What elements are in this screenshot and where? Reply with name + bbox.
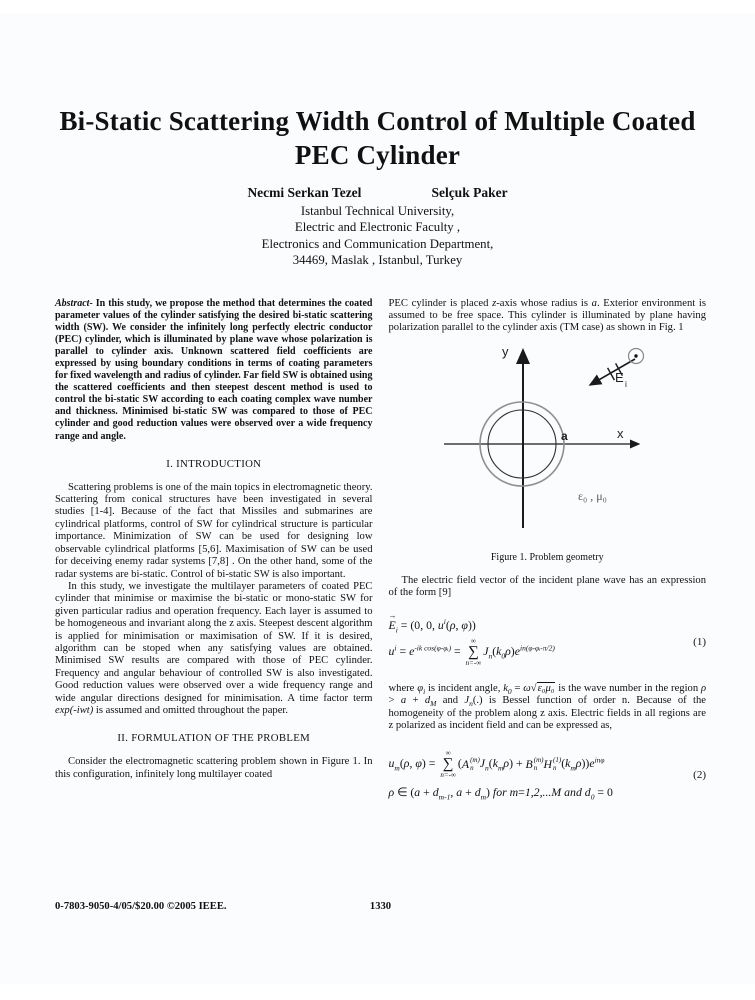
- author-2: Selçuk Paker: [431, 185, 508, 201]
- formulation-paragraph: Consider the electromagnetic scattering problem shown in Figure 1. In this configuration, infinitely long multilayer coated: [55, 756, 373, 780]
- equation-2: [389, 744, 707, 805]
- incident-field-subscript: i: [624, 378, 627, 389]
- incident-field-paragraph: The electric field vector of the incident plane wave has an expression of the form [9]: [388, 574, 706, 599]
- equation-1-line-1: $E \to_i = (0$, 0, $u^i(\rho$, φ)): [389, 618, 692, 632]
- affiliation-line: Electronics and Communication Department,: [261, 236, 494, 251]
- affiliation-line: 34469, Maslak , Istanbul, Turkey: [292, 253, 463, 268]
- intro-paragraph-1: Scattering problems is one of the main topics in electromagnetic theory. Scattering from conical structures have been investigated in several studies [1-4]. Because of the fact that Missiles and submarines are cylindrical platforms, control of SW for cylindrical structure is particular importance. Minimization of SW can be used for designing low observable cylindrical platforms [5,6]. Maximisation of SW can be used for deceiving enemy radar systems [7,8] . On the other hand, some of the radar systems are bi-static. Control of bi-static SW is also important.: [55, 481, 373, 580]
- page-sheet: [0, 14, 755, 984]
- x-axis-label: x: [616, 425, 623, 441]
- figure-1: [389, 342, 707, 540]
- equation-1-number: (1): [693, 636, 706, 649]
- paper-title: Bi-Static Scattering Width Control of Multiple Coated PEC Cylinder: [59, 106, 696, 171]
- right-column: [389, 298, 707, 816]
- figure-caption: Figure 1. Problem geometry: [490, 551, 604, 563]
- abstract: [55, 298, 373, 443]
- radius-label: a: [560, 428, 568, 443]
- author-row: [0, 185, 755, 201]
- where-paragraph: where $\varphi_i$ is incident angle, $k_0 = \omega√\varepsilon_0\mu_0$ is the wave number in the region $\rho > a + d_M$ and $J_n(.)$ is Bessel function of order n. Because of the homogeneity of the problem along z axis. Electric fields in all regions are z polarized as incident field and can be expressed as,: [388, 682, 707, 731]
- paper-header: [0, 14, 755, 269]
- affiliation-line: Istanbul Technical University,: [300, 204, 455, 219]
- z-out-of-page-dot: [634, 354, 637, 357]
- left-column: [55, 298, 373, 816]
- page-number: 1330: [369, 901, 392, 912]
- abstract-lead: Abstract-: [55, 297, 93, 309]
- author-1: Necmi Serkan Tezel: [247, 185, 362, 201]
- equation-2-line-1: $u_m(\rho$, φ) = ∞ ∑ n=-∞ ( A (m) n $J_n(k_m\rho)$ + B (m) n H (1) n $(k_m\rho))e^{in\varphi}$: [388, 749, 605, 780]
- section-heading-introduction: I. INTRODUCTION: [166, 457, 262, 470]
- medium-label: ε₀ , μ₀: [577, 488, 607, 503]
- page-footer: [55, 901, 706, 912]
- equation-1: [389, 612, 707, 673]
- affiliation-block: [0, 203, 755, 269]
- intro-paragraph-2: In this study, we investigate the multilayer parameters of coated PEC cylinder that minimise or maximise the bi-static or mono-static SW for given particular radius and operation frequency. Each layer is assumed to be homogeneous and invariant along the z axis. Steepest descent algorithm is applied for minimisation or maximisation of SW. If it is desired, algorithm can be stoped when any satisfying values are obtained. Minimised SW results are compared with those of PEC cylinder. Frequency and angular behaviour of controlled SW is also investigated. Good reduction values were observed over a wide frequency range and wide angular directions designed for minimisation. A time factor term exp(-iwt) is assumed and omitted throughout the paper.: [55, 580, 373, 716]
- equation-1-line-2: $u^i = e^{-ik cos(\varphi-\varphi ᵢ)}$ = ∞ ∑ n=-∞ $J_n(k_0\rho)e^{in(\varphi-\varphi ᵢ-\pi/2)}$: [388, 636, 555, 667]
- incident-wave-arrow: [590, 359, 635, 385]
- section-heading-formulation: II. FORMULATION OF THE PROBLEM: [117, 732, 311, 745]
- affiliation-line: Electric and Electronic Faculty ,: [294, 220, 461, 235]
- two-column-body: [55, 298, 706, 816]
- continuation-paragraph: PEC cylinder is placed z-axis whose radius is a. Exterior environment is assumed to be free space. This cylinder is illuminated by plane having polarization parallel to the cylinder axis (TM case) as shown in Fig. 1: [388, 297, 706, 334]
- equation-2-number: (2): [693, 768, 706, 781]
- incident-field-label: E: [614, 369, 624, 385]
- problem-geometry-figure: [389, 342, 713, 540]
- abstract-text: In this study, we propose the method that determines the coated parameter values of the cylinder satisfying the desired bi-static scattering width (SW). We consider the infinitely long perfectly electric conductor (PEC) cylinder, which is illuminated by plane wave whose polarization is parallel to cylinder axis. Unknown scattered field coefficients are expressed by using boundary conditions in terms of coating parameters for fixed wavelength and radius of cylinder. Far field SW is obtained using the scattered coefficients and then steepest descent method is used to control the bi-static SW according to each coating complex wave number and thickness. Minimised bi-static SW was compared to those of PEC cylinder and good reduction values were observed over a wide frequency range and angle.: [55, 297, 373, 442]
- copyright-notice: 0-7803-9050-4/05/$20.00 ©2005 IEEE.: [55, 901, 227, 912]
- y-axis-label: y: [501, 343, 508, 359]
- equation-2-line-2: ρ ∈ ($a + d_{m-1}$, $a + d_m$) for m=1,2,...M and $d_0 = 0$: [388, 785, 613, 802]
